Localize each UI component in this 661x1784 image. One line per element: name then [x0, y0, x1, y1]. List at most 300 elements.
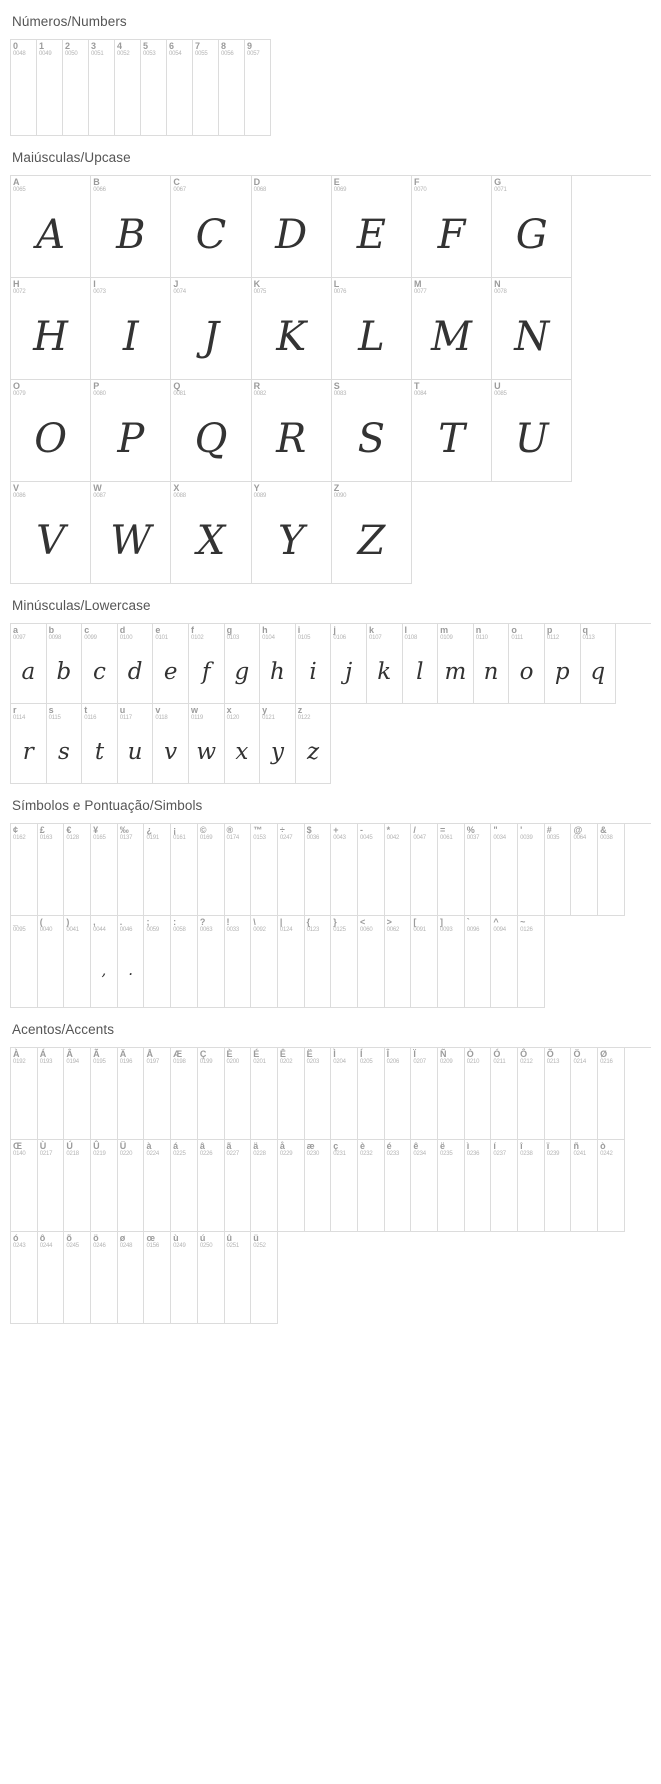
glyph-cell[interactable]	[438, 624, 474, 704]
glyph-header	[545, 824, 571, 842]
glyph-cell[interactable]	[118, 1048, 145, 1140]
glyph-char-label: Œ	[13, 1141, 22, 1151]
glyph-cell[interactable]	[252, 278, 332, 380]
glyph-code-label: 0105	[297, 635, 311, 641]
glyph-code-label: 0122	[297, 715, 311, 721]
glyph-char-label: u	[119, 705, 126, 715]
glyph-code-label: 0114	[13, 715, 26, 721]
glyph-cell[interactable]	[63, 40, 89, 136]
glyph-char-label: }	[333, 917, 337, 927]
glyph-cell[interactable]	[252, 482, 332, 584]
glyph-cell[interactable]	[252, 176, 332, 278]
glyph-char-label: Á	[39, 1049, 47, 1059]
glyph-header	[252, 176, 331, 194]
glyph-cell[interactable]	[38, 1232, 65, 1324]
glyph-cell[interactable]	[260, 704, 296, 784]
glyph-cell[interactable]	[252, 380, 332, 482]
glyph-cell[interactable]	[64, 916, 91, 1008]
glyph-char-label: é	[386, 1141, 392, 1151]
glyph-header	[144, 1048, 170, 1066]
glyph-cell[interactable]	[225, 824, 252, 916]
glyph-cell[interactable]	[491, 916, 518, 1008]
glyph-char-label: Ë	[306, 1049, 313, 1059]
glyph-char-label: g	[226, 625, 233, 635]
glyph-header	[225, 624, 260, 642]
glyph-cell[interactable]	[518, 1048, 545, 1140]
glyph-header	[251, 1140, 277, 1158]
glyph-cell[interactable]	[358, 1140, 385, 1232]
glyph-cell[interactable]	[11, 916, 38, 1008]
glyph-cell[interactable]	[171, 1140, 198, 1232]
glyph-header	[332, 482, 411, 500]
glyph-cell[interactable]	[598, 824, 625, 916]
glyph-cell[interactable]	[509, 624, 545, 704]
glyph-preview: L	[358, 314, 385, 360]
glyph-cell[interactable]	[38, 1048, 65, 1140]
glyph-cell[interactable]	[251, 916, 278, 1008]
glyph-code-label: 0153	[253, 835, 266, 841]
glyph-cell[interactable]	[385, 1048, 412, 1140]
glyph-char-label: Ä	[119, 1049, 127, 1059]
glyph-cell[interactable]	[198, 1140, 225, 1232]
glyph-code-label: 0250	[199, 1243, 213, 1249]
glyph-preview: n	[483, 659, 499, 685]
glyph-cell[interactable]	[305, 1140, 332, 1232]
glyph-cell[interactable]	[118, 1232, 145, 1324]
glyph-cell[interactable]	[332, 380, 412, 482]
glyph-cell[interactable]	[438, 1140, 465, 1232]
glyph-preview	[225, 1157, 251, 1231]
glyph-cell[interactable]	[598, 1140, 625, 1232]
glyph-header	[385, 1140, 411, 1158]
glyph-header	[518, 1140, 544, 1158]
glyph-code-label: 0074	[173, 289, 186, 295]
glyph-header	[438, 624, 473, 642]
glyph-cell[interactable]	[465, 1140, 492, 1232]
glyph-char-label: @	[573, 825, 583, 835]
glyph-cell[interactable]	[171, 916, 198, 1008]
glyph-header	[89, 40, 114, 58]
glyph-cell[interactable]	[91, 482, 171, 584]
glyph-cell[interactable]	[89, 40, 115, 136]
glyph-preview	[518, 841, 544, 915]
glyph-cell[interactable]	[491, 1048, 518, 1140]
glyph-cell[interactable]	[598, 1048, 625, 1140]
glyph-code-label: 0202	[279, 1059, 293, 1065]
glyph-header	[305, 824, 331, 842]
glyph-code-label: 0073	[93, 289, 106, 295]
section-title: Minúsculas/Lowercase	[12, 598, 151, 613]
glyph-char-label: j	[333, 625, 336, 635]
glyph-char-label: %	[466, 825, 475, 835]
glyph-char-label: Û	[93, 1141, 100, 1151]
glyph-preview	[91, 1065, 117, 1139]
glyph-char-label: d	[119, 625, 126, 635]
glyph-cell[interactable]	[251, 1140, 278, 1232]
glyph-preview	[225, 1249, 251, 1323]
glyph-header	[11, 916, 37, 934]
glyph-cell[interactable]	[171, 278, 251, 380]
glyph-cell[interactable]	[11, 40, 37, 136]
glyph-char-label: .	[119, 917, 123, 927]
glyph-cell[interactable]	[82, 704, 118, 784]
glyph-header	[171, 824, 197, 842]
glyph-header	[47, 624, 82, 642]
glyph-cell[interactable]	[385, 916, 412, 1008]
glyph-header	[193, 40, 218, 58]
glyph-header	[64, 824, 90, 842]
glyph-cell[interactable]	[278, 1048, 305, 1140]
glyph-code-label: 0082	[253, 391, 267, 397]
glyph-cell[interactable]	[358, 824, 385, 916]
glyph-cell[interactable]	[332, 482, 412, 584]
glyph-char-label: '	[520, 825, 523, 835]
glyph-cell[interactable]	[11, 278, 91, 380]
glyph-preview: N	[514, 314, 550, 360]
glyph-cell[interactable]	[581, 624, 617, 704]
glyph-header	[438, 916, 464, 934]
glyph-cell[interactable]	[518, 916, 545, 1008]
glyph-cell[interactable]	[491, 1140, 518, 1232]
glyph-cell[interactable]	[465, 916, 492, 1008]
glyph-header	[465, 824, 491, 842]
glyph-code-label: 0192	[13, 1059, 26, 1065]
glyph-header	[491, 916, 517, 934]
glyph-cell[interactable]	[82, 624, 118, 704]
glyph-cell[interactable]	[47, 704, 83, 784]
glyph-cell[interactable]	[11, 176, 91, 278]
glyph-cell[interactable]	[91, 824, 118, 916]
glyph-cell[interactable]	[225, 704, 261, 784]
glyph-cell[interactable]	[331, 824, 358, 916]
glyph-header	[153, 704, 188, 722]
glyph-cell[interactable]	[144, 824, 171, 916]
glyph-cell[interactable]	[11, 482, 91, 584]
glyph-code-label: 0054	[169, 51, 182, 57]
glyph-header	[144, 1140, 170, 1158]
glyph-char-label: û	[226, 1233, 232, 1243]
glyph-code-label: 0217	[39, 1151, 53, 1157]
glyph-char-label: *	[386, 825, 391, 835]
glyph-cell[interactable]	[545, 824, 572, 916]
glyph-cell[interactable]	[412, 278, 492, 380]
glyph-preview	[64, 1249, 90, 1323]
glyph-cell[interactable]	[332, 278, 412, 380]
glyph-cell[interactable]	[385, 1140, 412, 1232]
glyph-header	[252, 380, 331, 398]
glyph-code-label: 0103	[226, 635, 240, 641]
glyph-char-label: ù	[173, 1233, 179, 1243]
glyph-preview	[115, 57, 140, 135]
glyph-cell[interactable]	[305, 1048, 332, 1140]
glyph-code-label: 0091	[413, 927, 426, 933]
glyph-cell[interactable]	[198, 824, 225, 916]
glyph-preview	[144, 1157, 170, 1231]
glyph-preview: I	[122, 314, 139, 360]
glyph-cell[interactable]	[38, 824, 65, 916]
glyph-cell[interactable]	[219, 40, 245, 136]
glyph-code-label: 0098	[48, 635, 62, 641]
glyph-code-label: 0042	[386, 835, 400, 841]
glyph-cell[interactable]	[118, 704, 154, 784]
glyph-cell[interactable]	[412, 176, 492, 278]
glyph-cell[interactable]	[171, 176, 251, 278]
glyph-cell[interactable]	[571, 1048, 598, 1140]
glyph-header	[518, 824, 544, 842]
glyph-cell[interactable]	[153, 704, 189, 784]
glyph-cell[interactable]	[225, 1048, 252, 1140]
glyph-code-label: 0198	[173, 1059, 186, 1065]
glyph-cell[interactable]	[411, 916, 438, 1008]
glyph-cell[interactable]	[518, 1140, 545, 1232]
glyph-cell[interactable]	[91, 278, 171, 380]
glyph-header	[465, 1048, 491, 1066]
glyph-cell[interactable]	[171, 1048, 198, 1140]
glyph-header	[412, 176, 491, 194]
glyph-cell[interactable]	[492, 380, 572, 482]
glyph-preview	[245, 57, 270, 135]
glyph-preview	[331, 933, 357, 1007]
glyph-cell[interactable]	[251, 1048, 278, 1140]
glyph-cell[interactable]	[438, 824, 465, 916]
glyph-cell[interactable]	[11, 380, 91, 482]
glyph-cell[interactable]	[411, 824, 438, 916]
glyph-code-label: 0207	[413, 1059, 426, 1065]
glyph-code-label: 0050	[65, 51, 78, 57]
glyph-cell[interactable]	[11, 1048, 38, 1140]
glyph-cell[interactable]	[331, 916, 358, 1008]
glyph-char-label: Î	[386, 1049, 390, 1059]
glyph-cell[interactable]	[492, 176, 572, 278]
glyph-cell[interactable]	[118, 824, 145, 916]
glyph-preview	[225, 933, 251, 1007]
glyph-code-label: 0124	[279, 927, 293, 933]
glyph-cell[interactable]	[305, 824, 332, 916]
glyph-cell[interactable]	[171, 482, 251, 584]
glyph-cell[interactable]	[171, 1232, 198, 1324]
glyph-cell[interactable]	[115, 40, 141, 136]
glyph-cell[interactable]	[367, 624, 403, 704]
glyph-cell[interactable]	[296, 624, 332, 704]
glyph-code-label: 0137	[119, 835, 133, 841]
glyph-char-label: o	[511, 625, 517, 635]
glyph-cell[interactable]	[171, 824, 198, 916]
glyph-cell[interactable]	[438, 916, 465, 1008]
glyph-cell[interactable]	[358, 916, 385, 1008]
glyph-cell[interactable]	[411, 1140, 438, 1232]
glyph-header	[278, 916, 304, 934]
glyph-preview: ,	[101, 961, 107, 979]
glyph-cell[interactable]	[260, 624, 296, 704]
glyph-char-label: Ñ	[440, 1049, 447, 1059]
glyph-cell[interactable]	[545, 624, 581, 704]
glyph-cell[interactable]	[412, 380, 492, 482]
glyph-header	[411, 824, 437, 842]
glyph-header	[438, 1048, 464, 1066]
glyph-code-label: 0076	[333, 289, 347, 295]
glyph-cell[interactable]	[171, 380, 251, 482]
glyph-cell[interactable]	[91, 1048, 118, 1140]
glyph-code-label: 0038	[600, 835, 613, 841]
glyph-cell[interactable]	[198, 1048, 225, 1140]
glyph-header	[11, 624, 46, 642]
glyph-header	[171, 1048, 197, 1066]
glyph-cell[interactable]	[251, 1232, 278, 1324]
glyph-cell[interactable]	[571, 1140, 598, 1232]
glyph-code-label: 0099	[84, 635, 97, 641]
glyph-cell[interactable]	[144, 1140, 171, 1232]
glyph-cell[interactable]	[491, 824, 518, 916]
glyph-cell[interactable]	[198, 1232, 225, 1324]
glyph-preview: b	[56, 659, 72, 685]
glyph-cell[interactable]	[141, 40, 167, 136]
glyph-code-label: 0191	[146, 835, 159, 841]
glyph-cell[interactable]	[47, 624, 83, 704]
glyph-preview: T	[438, 416, 465, 462]
glyph-header	[38, 1048, 64, 1066]
glyph-cell[interactable]	[38, 1140, 65, 1232]
glyph-cell[interactable]	[278, 1140, 305, 1232]
glyph-cell[interactable]	[189, 624, 225, 704]
glyph-cell[interactable]	[465, 1048, 492, 1140]
glyph-header	[411, 1048, 437, 1066]
glyph-code-label: 0110	[475, 635, 488, 641]
glyph-preview: k	[377, 659, 392, 685]
glyph-cell[interactable]	[91, 176, 171, 278]
glyph-cell[interactable]	[278, 916, 305, 1008]
glyph-specimen-page	[0, 14, 661, 1324]
glyph-code-label: 0102	[190, 635, 204, 641]
glyph-cell[interactable]	[225, 916, 252, 1008]
glyph-cell[interactable]	[331, 1048, 358, 1140]
glyph-code-label: 0059	[146, 927, 159, 933]
glyph-char-label: à	[146, 1141, 152, 1151]
glyph-cell[interactable]	[198, 916, 225, 1008]
glyph-char-label: ?	[199, 917, 206, 927]
glyph-cell[interactable]	[11, 824, 38, 916]
glyph-cell[interactable]	[411, 1048, 438, 1140]
glyph-cell[interactable]	[545, 1140, 572, 1232]
glyph-cell[interactable]	[305, 916, 332, 1008]
glyph-cell[interactable]	[11, 1232, 38, 1324]
glyph-cell[interactable]	[118, 624, 154, 704]
glyph-cell[interactable]	[245, 40, 271, 136]
glyph-code-label: 0246	[93, 1243, 106, 1249]
glyph-cell[interactable]	[153, 624, 189, 704]
glyph-cell[interactable]	[474, 624, 510, 704]
glyph-char-label: 9	[247, 41, 253, 51]
glyph-code-label: 0089	[253, 493, 267, 499]
glyph-code-label: 0224	[146, 1151, 159, 1157]
glyph-cell[interactable]	[167, 40, 193, 136]
glyph-cell[interactable]	[518, 824, 545, 916]
glyph-cell[interactable]	[64, 1048, 91, 1140]
glyph-cell[interactable]	[64, 1140, 91, 1232]
glyph-header	[91, 380, 170, 398]
glyph-cell[interactable]	[465, 824, 492, 916]
glyph-cell[interactable]	[91, 380, 171, 482]
glyph-char-label: 6	[169, 41, 175, 51]
glyph-cell[interactable]	[64, 1232, 91, 1324]
glyph-header	[47, 704, 82, 722]
glyph-cell[interactable]	[331, 1140, 358, 1232]
glyph-cell[interactable]	[225, 1232, 252, 1324]
glyph-cell[interactable]	[91, 1232, 118, 1324]
glyph-cell[interactable]	[332, 176, 412, 278]
glyph-cell[interactable]	[189, 704, 225, 784]
glyph-cell[interactable]	[438, 1048, 465, 1140]
glyph-cell[interactable]	[251, 824, 278, 916]
glyph-section	[10, 150, 651, 584]
glyph-preview	[305, 1065, 331, 1139]
glyph-header	[385, 916, 411, 934]
section-title: Maiúsculas/Upcase	[12, 150, 131, 165]
glyph-cell[interactable]	[358, 1048, 385, 1140]
glyph-header	[38, 1232, 64, 1250]
glyph-cell[interactable]	[38, 916, 65, 1008]
glyph-preview	[144, 1249, 170, 1323]
glyph-header	[167, 40, 192, 58]
glyph-preview	[331, 841, 357, 915]
glyph-cell[interactable]	[492, 278, 572, 380]
glyph-code-label: 0126	[520, 927, 533, 933]
glyph-cell[interactable]	[91, 916, 118, 1008]
glyph-cell[interactable]	[118, 916, 145, 1008]
glyph-cell[interactable]	[37, 40, 63, 136]
glyph-cell[interactable]	[11, 1140, 38, 1232]
glyph-code-label: 0199	[199, 1059, 213, 1065]
glyph-preview	[64, 933, 90, 1007]
glyph-cell[interactable]	[225, 1140, 252, 1232]
glyph-header	[491, 1140, 517, 1158]
glyph-cell[interactable]	[118, 1140, 145, 1232]
glyph-cell[interactable]	[193, 40, 219, 136]
glyph-code-label: 0047	[413, 835, 426, 841]
glyph-cell[interactable]	[278, 824, 305, 916]
glyph-cell[interactable]	[385, 824, 412, 916]
glyph-cell[interactable]	[403, 624, 439, 704]
glyph-preview	[278, 1157, 304, 1231]
glyph-cell[interactable]	[144, 1048, 171, 1140]
glyph-header	[63, 40, 88, 58]
glyph-char-label: 4	[117, 41, 123, 51]
glyph-cell[interactable]	[225, 624, 261, 704]
glyph-code-label: 0200	[226, 1059, 240, 1065]
glyph-code-label: 0109	[440, 635, 453, 641]
glyph-header	[252, 278, 331, 296]
glyph-preview	[358, 1065, 384, 1139]
glyph-cell[interactable]	[11, 704, 47, 784]
glyph-char-label: t	[84, 705, 88, 715]
glyph-cell[interactable]	[571, 824, 598, 916]
glyph-cell[interactable]	[144, 916, 171, 1008]
glyph-cell[interactable]	[91, 1140, 118, 1232]
glyph-cell[interactable]	[296, 704, 332, 784]
glyph-cell[interactable]	[144, 1232, 171, 1324]
glyph-char-label: Ç	[199, 1049, 207, 1059]
glyph-preview: c	[93, 659, 106, 685]
glyph-code-label: 0071	[494, 187, 507, 193]
glyph-cell[interactable]	[545, 1048, 572, 1140]
glyph-char-label: Ï	[413, 1049, 416, 1059]
glyph-char-label: $	[306, 825, 312, 835]
glyph-cell[interactable]	[331, 624, 367, 704]
glyph-char-label: m	[440, 625, 449, 635]
glyph-char-label: Ã	[93, 1049, 100, 1059]
glyph-cell[interactable]	[64, 824, 91, 916]
glyph-cell[interactable]	[11, 624, 47, 704]
glyph-code-label: 0125	[333, 927, 346, 933]
